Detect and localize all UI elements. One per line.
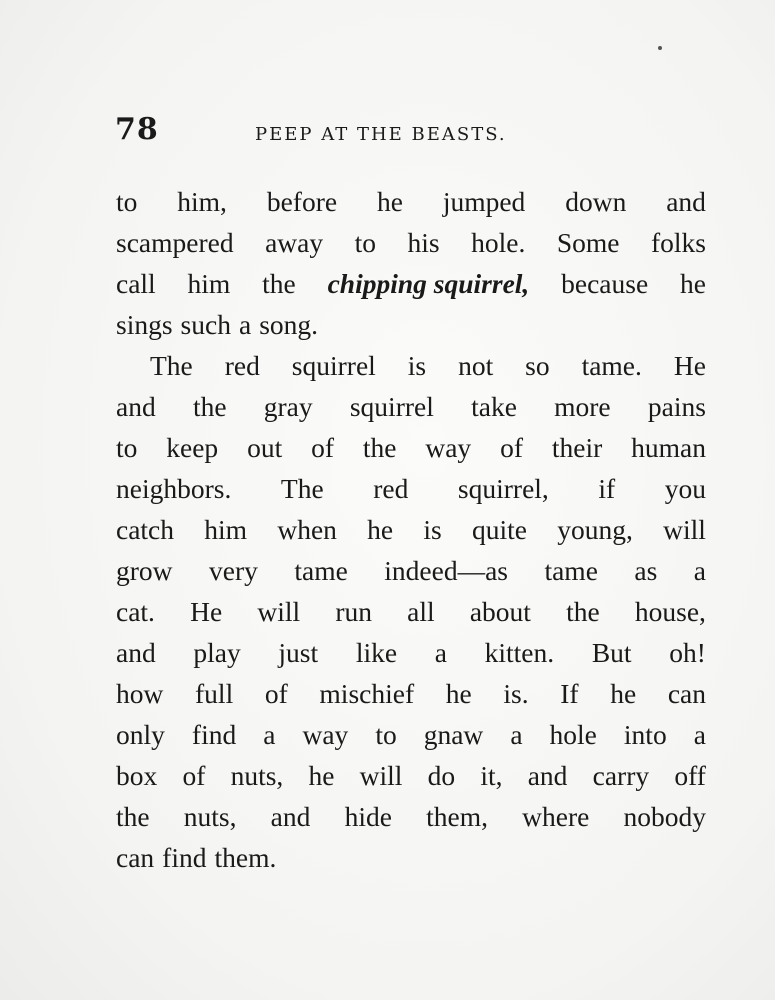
word: of — [182, 760, 206, 791]
word: more — [554, 391, 611, 422]
word: and — [527, 760, 568, 791]
word: of — [500, 432, 523, 463]
paragraph-2 — [116, 345, 706, 878]
page-number: 78 — [115, 112, 159, 147]
emphasis: chipping squirrel, — [327, 268, 530, 299]
word: kitten. — [484, 637, 555, 668]
word: pains — [647, 391, 706, 422]
word: hole — [549, 719, 597, 750]
word: hole. — [471, 227, 526, 258]
word: tame — [544, 555, 598, 586]
page-header — [115, 112, 555, 152]
word: and — [270, 801, 311, 832]
word: tame — [294, 555, 348, 586]
word: and — [116, 637, 156, 668]
word: hide — [344, 801, 392, 832]
word: away — [265, 227, 324, 258]
word: He — [190, 596, 223, 627]
word: like — [355, 637, 398, 668]
text-line — [116, 509, 706, 550]
word: mischief — [319, 678, 415, 709]
word: only — [116, 719, 165, 750]
word: to — [354, 227, 376, 258]
word: to — [375, 719, 397, 750]
word: will — [257, 596, 301, 627]
word: he — [376, 186, 403, 217]
word: gray — [263, 391, 313, 422]
text-line — [116, 796, 706, 837]
word: nobody — [623, 801, 706, 832]
word: the — [262, 268, 296, 299]
word: Some — [556, 227, 620, 258]
word: squirrel, — [457, 473, 549, 504]
word: where — [522, 801, 590, 832]
word: a — [263, 719, 276, 750]
word: oh! — [669, 637, 706, 668]
word: is — [423, 514, 442, 545]
word: before — [266, 186, 338, 217]
word: you — [664, 473, 706, 504]
word: is. — [503, 678, 529, 709]
word: full — [195, 678, 234, 709]
word: the — [116, 801, 150, 832]
word: red — [224, 350, 260, 381]
word: a — [693, 719, 706, 750]
ink-speck — [658, 46, 662, 50]
word: him — [187, 268, 231, 299]
word: them, — [426, 801, 488, 832]
word: his — [407, 227, 440, 258]
word: squirrel — [349, 391, 434, 422]
word: it, — [480, 760, 503, 791]
body-text — [116, 181, 706, 878]
word: their — [551, 432, 603, 463]
word: call — [116, 268, 156, 299]
word: he — [679, 268, 706, 299]
word: will — [359, 760, 403, 791]
word: a — [434, 637, 447, 668]
text-line — [116, 222, 706, 263]
word: so — [525, 350, 550, 381]
word: catch — [116, 514, 175, 545]
text-line — [116, 468, 706, 509]
word: red — [373, 473, 409, 504]
word: way — [302, 719, 349, 750]
word: human — [631, 432, 706, 463]
text-line — [116, 550, 706, 591]
word: a — [238, 309, 252, 340]
word: nuts, — [183, 801, 237, 832]
word: into — [623, 719, 667, 750]
word: them. — [214, 842, 277, 873]
text-line — [116, 591, 706, 632]
word: song. — [259, 309, 319, 340]
word: nuts, — [230, 760, 284, 791]
word: grow — [116, 555, 173, 586]
text-line — [116, 837, 706, 878]
word: to — [116, 432, 138, 463]
text-line — [116, 427, 706, 468]
word: he — [610, 678, 637, 709]
word: down — [565, 186, 627, 217]
word: scampered — [116, 227, 234, 258]
word: take — [471, 391, 517, 422]
word: he — [308, 760, 335, 791]
word: jumped — [442, 186, 526, 217]
word: out — [247, 432, 283, 463]
word: he — [445, 678, 472, 709]
word: find — [162, 842, 207, 873]
word: how — [116, 678, 164, 709]
word: he — [367, 514, 394, 545]
word: house, — [634, 596, 706, 627]
word: play — [193, 637, 241, 668]
word: very — [209, 555, 258, 586]
text-line — [116, 673, 706, 714]
word: a — [510, 719, 523, 750]
word: the — [192, 391, 227, 422]
text-line — [116, 714, 706, 755]
word: and — [666, 186, 706, 217]
word: neighbors. — [116, 473, 232, 504]
word: quite — [472, 514, 528, 545]
word: find — [191, 719, 237, 750]
word: him — [204, 514, 248, 545]
word: If — [560, 678, 579, 709]
word: when — [277, 514, 337, 545]
paragraph-1 — [116, 181, 706, 345]
word: squirrel — [291, 350, 376, 381]
text-line — [116, 755, 706, 796]
word: keep — [166, 432, 219, 463]
word: cat. — [116, 596, 155, 627]
word: and — [116, 391, 156, 422]
word: young, — [557, 514, 633, 545]
word: all — [407, 596, 435, 627]
word: The — [280, 473, 324, 504]
word: do — [427, 760, 456, 791]
word: folks — [650, 227, 706, 258]
word: of — [264, 678, 288, 709]
text-line — [116, 304, 706, 345]
word: gnaw — [423, 719, 484, 750]
word: such — [180, 309, 231, 340]
word: way — [425, 432, 472, 463]
word: off — [674, 760, 706, 791]
word: box — [116, 760, 158, 791]
word: to — [116, 186, 138, 217]
word: He — [673, 350, 706, 381]
word: about — [469, 596, 531, 627]
word: of — [311, 432, 334, 463]
word: him, — [177, 186, 227, 217]
word: sings — [116, 309, 173, 340]
text-line — [116, 263, 706, 304]
word: not — [458, 350, 494, 381]
word: the — [362, 432, 397, 463]
word: if — [598, 473, 616, 504]
word: is — [407, 350, 427, 381]
text-line — [116, 386, 706, 427]
word: indeed—as — [384, 555, 508, 586]
word: the — [566, 596, 600, 627]
word: But — [591, 637, 632, 668]
word: can — [116, 842, 155, 873]
word: carry — [592, 760, 650, 791]
word: as — [634, 555, 658, 586]
word: can — [667, 678, 706, 709]
word: tame. — [581, 350, 642, 381]
italic-phrase — [328, 263, 530, 304]
text-line — [116, 632, 706, 673]
word: The — [150, 350, 193, 381]
text-line — [116, 181, 706, 222]
word: run — [335, 596, 372, 627]
word: because — [561, 268, 649, 299]
word: will — [663, 514, 706, 545]
word: just — [278, 637, 319, 668]
running-head: PEEP AT THE BEASTS. — [255, 124, 507, 145]
word: a — [693, 555, 706, 586]
text-line — [116, 345, 706, 386]
